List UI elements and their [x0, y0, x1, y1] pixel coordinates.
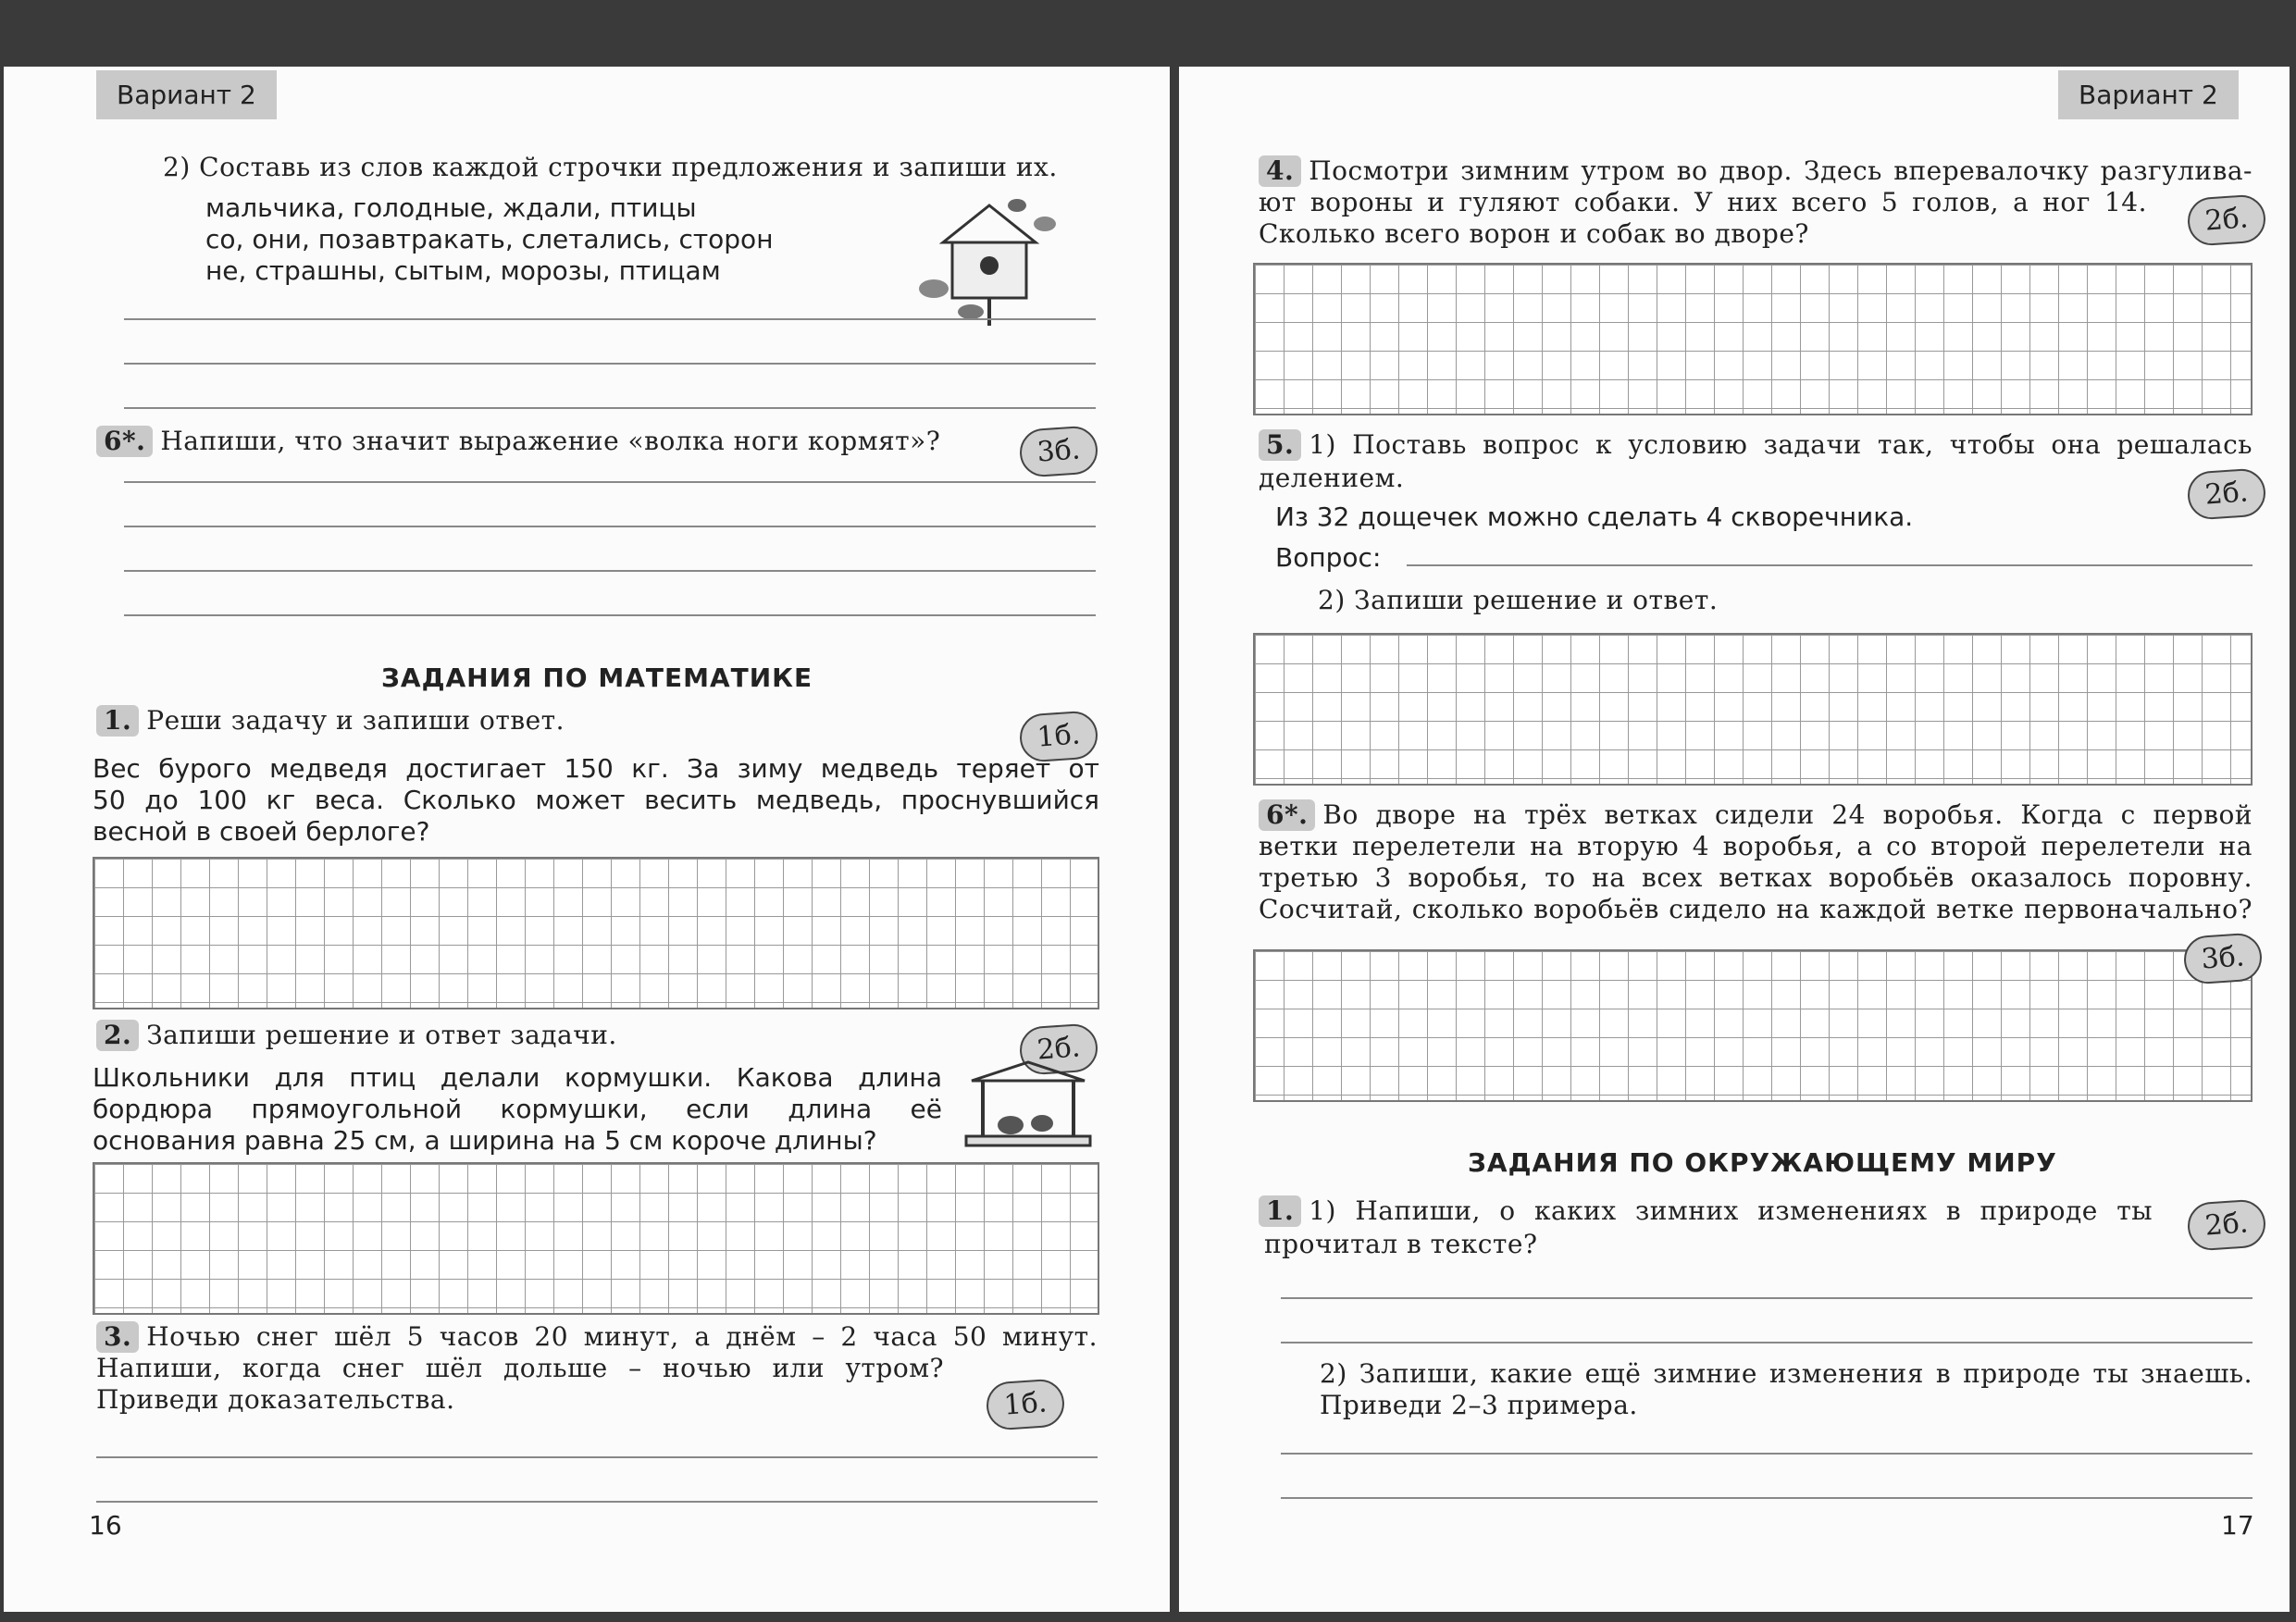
- math-task-1: [96, 705, 565, 737]
- answer-line[interactable]: [1281, 1453, 2253, 1455]
- math-task-5-line-1: [1259, 429, 2253, 461]
- task-text: Посмотри зимним утром во двор. Здесь вперевалочку разгулива-: [1309, 155, 2253, 186]
- problem-line: весной в своей берлоге?: [93, 816, 430, 847]
- answer-line[interactable]: [124, 363, 1096, 365]
- left-page: [4, 67, 1170, 1612]
- problem-line: бордюра прямоугольной кормушки, если длина её: [93, 1094, 942, 1124]
- problem-line: основания равна 25 см, а ширина на 5 см короче длины?: [93, 1125, 877, 1156]
- points-badge: 2б.: [2186, 1198, 2266, 1252]
- task-4-line-3: Сколько всего ворон и собак во дворе?: [1259, 218, 1809, 249]
- world-task-1-part-2-line-2: Приведи 2–3 примера.: [1320, 1390, 1638, 1420]
- answer-line[interactable]: [124, 481, 1096, 483]
- problem-line: 50 до 100 кг веса. Сколько может весить медведь, проснувшийся: [93, 785, 1099, 815]
- task-3-line-3: Приведи доказательства.: [96, 1384, 455, 1415]
- task-number: 6*.: [96, 426, 153, 457]
- answer-line[interactable]: [124, 570, 1096, 572]
- world-task-1-part-2-line-1: 2) Запиши, какие ещё зимние изменения в природе ты знаешь.: [1320, 1358, 2253, 1389]
- points-badge: 2б.: [2186, 467, 2266, 521]
- points-badge: 1б.: [985, 1378, 1065, 1431]
- task-5-line-2: делением.: [1259, 463, 1405, 493]
- answer-grid[interactable]: [1253, 263, 2253, 415]
- world-task-1-line-2: прочитал в тексте?: [1264, 1229, 1538, 1259]
- task-5-part-2: 2) Запиши решение и ответ.: [1318, 585, 1719, 615]
- task-4-line-2: ют вороны и гуляют собаки. У них всего 5 голов, а ног 14.: [1259, 187, 2147, 217]
- question-label: Вопрос:: [1275, 542, 1382, 573]
- task-number: 4.: [1259, 155, 1301, 187]
- variant-tab: Вариант 2: [96, 70, 277, 119]
- world-section-title: ЗАДАНИЯ ПО ОКРУЖАЮЩЕМУ МИРУ: [1468, 1147, 2057, 1178]
- answer-line[interactable]: [1281, 1342, 2253, 1343]
- answer-line[interactable]: [96, 1501, 1098, 1503]
- page-number: 16: [89, 1510, 122, 1541]
- answer-line[interactable]: [1281, 1297, 2253, 1299]
- variant-tab: Вариант 2: [2058, 70, 2239, 119]
- task-number: 5.: [1259, 429, 1301, 461]
- problem-line: Школьники для птиц делали кормушки. Какова длина: [93, 1062, 942, 1093]
- bird-feeder-illustration: [962, 1060, 1094, 1149]
- math-task-4-line-1: [1259, 155, 2253, 187]
- task-5-condition: Из 32 дощечек можно сделать 4 скворечника.: [1275, 501, 1914, 532]
- problem-line: Вес бурого медведя достигает 150 кг. За зиму медведь теряет от: [93, 753, 1099, 784]
- points-badge: 3б.: [1018, 425, 1098, 478]
- question-answer-line[interactable]: [1407, 564, 2253, 566]
- points-badge: 2б.: [2186, 193, 2266, 247]
- world-task-1-line-1: [1259, 1195, 2153, 1227]
- points-badge: 1б.: [1018, 710, 1098, 763]
- answer-line[interactable]: [124, 318, 1096, 320]
- task-6-text: Напиши, что значит выражение «волка ноги кормят»?: [160, 426, 941, 456]
- answer-grid[interactable]: [93, 1162, 1099, 1315]
- math-section-title: ЗАДАНИЯ ПО МАТЕМАТИКЕ: [381, 662, 813, 693]
- task-6-line-4: Сосчитай, сколько воробьёв сидело на каждой ветке первоначально?: [1259, 894, 2253, 924]
- task-6-line-2: ветки перелетели на вторую 4 воробья, а со второй перелетели на: [1259, 831, 2253, 861]
- task-number: 1.: [96, 705, 139, 737]
- answer-grid[interactable]: [1253, 633, 2253, 786]
- math-task-3-line-1: [96, 1321, 1098, 1353]
- answer-grid[interactable]: [93, 857, 1099, 1009]
- right-page: [1179, 67, 2290, 1612]
- task-6-line-3: третью 3 воробья, то на всех ветках воробьёв оказалось поровну.: [1259, 862, 2253, 893]
- task-number: 3.: [96, 1321, 139, 1353]
- task-text: Реши задачу и запиши ответ.: [146, 705, 565, 736]
- task-text: 1) Напиши, о каких зимних изменениях в природе ты: [1309, 1195, 2153, 1226]
- points-badge: 3б.: [2182, 932, 2263, 985]
- task-3-line-2: Напиши, когда снег шёл дольше – ночью или утром?: [96, 1353, 944, 1383]
- page-number: 17: [2221, 1510, 2254, 1541]
- points-badge: 2б.: [1018, 1022, 1098, 1076]
- answer-line[interactable]: [1281, 1497, 2253, 1499]
- math-task-2: [96, 1020, 617, 1051]
- word-line-3: не, страшны, сытым, морозы, птицам: [205, 255, 721, 286]
- task-text: Запиши решение и ответ задачи.: [146, 1020, 617, 1050]
- task-text: Во дворе на трёх ветках сидели 24 воробья. Когда с первой: [1322, 799, 2253, 830]
- task-text: Ночью снег шёл 5 часов 20 минут, а днём – 2 часа 50 минут.: [146, 1321, 1098, 1352]
- answer-line[interactable]: [124, 526, 1096, 527]
- task-2-2-instruction: 2) Составь из слов каждой строчки предложения и запиши их.: [163, 152, 1058, 182]
- birdhouse-illustration: [915, 187, 1063, 326]
- answer-line[interactable]: [124, 614, 1096, 616]
- answer-grid[interactable]: [1253, 949, 2253, 1102]
- answer-line[interactable]: [124, 407, 1096, 409]
- task-number: 6*.: [1259, 799, 1315, 831]
- task-text: 1) Поставь вопрос к условию задачи так, чтобы она решалась: [1309, 429, 2253, 460]
- task-number: 2.: [96, 1020, 139, 1051]
- word-line-2: со, они, позавтракать, слетались, сторон: [205, 224, 774, 254]
- task-6-question: [96, 426, 940, 457]
- answer-line[interactable]: [96, 1456, 1098, 1458]
- task-number: 1.: [1259, 1195, 1301, 1227]
- math-task-6-line-1: [1259, 799, 2253, 831]
- word-line-1: мальчика, голодные, ждали, птицы: [205, 192, 697, 223]
